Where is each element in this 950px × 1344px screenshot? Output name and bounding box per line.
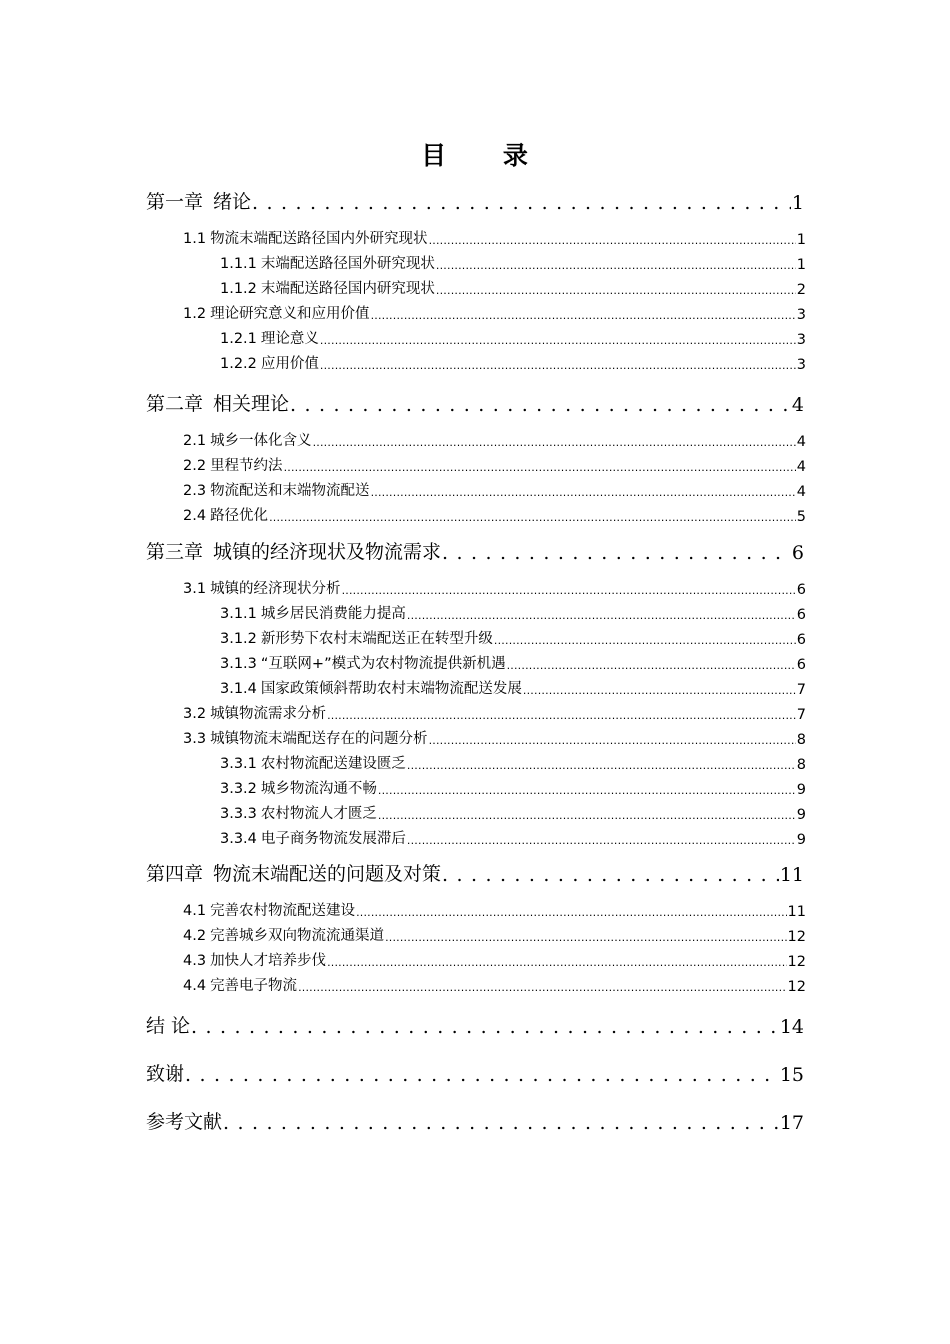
- toc-entry-label: [220, 277, 435, 298]
- toc-entry-text: 绪论: [213, 191, 252, 213]
- toc-chapter-entry[interactable]: [146, 1060, 804, 1086]
- toc-page-number: 6: [796, 657, 806, 673]
- toc-entry-number: 1.2: [183, 306, 207, 322]
- dot-leader: [407, 832, 796, 848]
- dot-leader: [385, 929, 786, 945]
- dot-leader: [327, 707, 796, 723]
- toc-page-number: 11: [787, 904, 806, 920]
- toc-entry-label: [146, 859, 441, 886]
- toc-entry-label: [146, 1059, 184, 1086]
- toc-section-entry[interactable]: [183, 480, 806, 500]
- toc-section-entry[interactable]: [220, 253, 806, 273]
- toc-chapter-entry[interactable]: [146, 860, 804, 886]
- dot-leader: [407, 607, 796, 623]
- toc-entry-text: 末端配送路径国内研究现状: [260, 281, 435, 297]
- toc-entry-text: 结 论: [146, 1015, 191, 1037]
- toc-section-entry[interactable]: [220, 753, 806, 773]
- toc-page-number: 6: [796, 582, 806, 598]
- toc-chapter-entry[interactable]: [146, 188, 804, 214]
- toc-page-number: 3: [796, 357, 806, 373]
- toc-page-number: 11: [779, 864, 804, 886]
- toc-page-number: 8: [796, 757, 806, 773]
- toc-entry-text: 理论意义: [260, 331, 319, 347]
- toc-entry-number: 3.3.1: [220, 756, 257, 772]
- toc-page-number: 7: [796, 707, 806, 723]
- dot-leader: [290, 394, 791, 416]
- toc-entry-text: 新形势下农村末端配送正在转型升级: [260, 631, 493, 647]
- toc-entry-text: 理论研究意义和应用价值: [210, 306, 370, 322]
- toc-entry-text: 完善城乡双向物流流通渠道: [210, 928, 385, 944]
- toc-entry-label: [220, 777, 377, 798]
- toc-section-entry[interactable]: [183, 925, 806, 945]
- toc-entry-label: [220, 652, 506, 673]
- toc-entry-number: 2.4: [183, 508, 207, 524]
- toc-entry-text: 城乡一体化含义: [210, 433, 312, 449]
- toc-entry-label: [146, 1011, 190, 1038]
- toc-entry-label: [146, 389, 289, 416]
- toc-entry-label: [220, 252, 435, 273]
- dot-leader: [356, 904, 786, 920]
- toc-entry-text: 完善农村物流配送建设: [210, 903, 356, 919]
- toc-entry-text: 加快人才培养步伐: [210, 953, 327, 969]
- toc-page-number: 8: [796, 732, 806, 748]
- toc-entry-text: 致谢: [146, 1063, 185, 1085]
- toc-entry-number: 3.3.3: [220, 806, 257, 822]
- toc-page-number: 15: [779, 1064, 804, 1086]
- toc-entry-number: 3.3.4: [220, 831, 257, 847]
- dot-leader: [378, 782, 796, 798]
- toc-entry-label: [220, 827, 406, 848]
- toc-title: 目 录: [421, 141, 529, 170]
- toc-entry-number: 第四章: [146, 863, 204, 885]
- toc-entry-text: 物流配送和末端物流配送: [210, 483, 370, 499]
- dot-leader: [442, 864, 779, 886]
- dot-leader: [284, 459, 796, 475]
- toc-page-number: 4: [796, 434, 806, 450]
- toc-entry-label: [220, 602, 406, 623]
- dot-leader: [407, 757, 796, 773]
- toc-page-number: 6: [796, 607, 806, 623]
- toc-entry-number: 2.1: [183, 433, 207, 449]
- toc-entry-number: 3.1.3: [220, 656, 257, 672]
- toc-section-entry[interactable]: [220, 828, 806, 848]
- toc-section-entry[interactable]: [220, 278, 806, 298]
- toc-entry-text: 城镇的经济现状及物流需求: [213, 541, 442, 563]
- toc-entry-number: 2.3: [183, 483, 207, 499]
- toc-page-number: 2: [796, 282, 806, 298]
- toc-section-entry[interactable]: [220, 353, 806, 373]
- toc-entry-text: 参考文献: [146, 1111, 223, 1133]
- toc-section-entry[interactable]: [183, 950, 806, 970]
- toc-entry-number: 3.3: [183, 731, 207, 747]
- toc-entry-label: [183, 454, 283, 475]
- toc-page-number: 1: [791, 192, 804, 214]
- toc-entry-text: 电子商务物流发展滞后: [260, 831, 406, 847]
- toc-entry-text: 相关理论: [213, 393, 290, 415]
- toc-page-number: 1: [796, 257, 806, 273]
- toc-chapter-entry[interactable]: [146, 1108, 804, 1134]
- dot-leader: [436, 257, 796, 273]
- toc-entry-label: [183, 974, 297, 995]
- toc-entry-label: [183, 949, 326, 970]
- toc-entry-label: [183, 302, 370, 323]
- dot-leader: [429, 232, 796, 248]
- toc-entry-number: 2.2: [183, 458, 207, 474]
- toc-entry-text: 完善电子物流: [210, 978, 298, 994]
- toc-page-number: 12: [787, 954, 806, 970]
- toc-page-number: 14: [779, 1016, 804, 1038]
- toc-page-number: 3: [796, 307, 806, 323]
- toc-page-number: 6: [791, 542, 804, 564]
- toc-section-entry[interactable]: [183, 228, 806, 248]
- toc-section-entry[interactable]: [183, 430, 806, 450]
- toc-section-entry[interactable]: [183, 578, 806, 598]
- dot-leader: [269, 509, 796, 525]
- toc-page-number: 4: [796, 459, 806, 475]
- toc-entry-label: [183, 924, 384, 945]
- toc-page-number: 5: [796, 509, 806, 525]
- toc-entry-label: [183, 577, 341, 598]
- toc-entry-label: [220, 677, 522, 698]
- toc-section-entry[interactable]: [220, 628, 806, 648]
- toc-entry-number: 1.1: [183, 231, 207, 247]
- toc-entry-number: 3.1.4: [220, 681, 257, 697]
- toc-entry-label: [183, 899, 355, 920]
- toc-entry-text: 物流末端配送路径国内外研究现状: [210, 231, 428, 247]
- dot-leader: [327, 954, 786, 970]
- toc-section-entry[interactable]: [183, 975, 806, 995]
- toc-entry-text: 里程节约法: [210, 458, 283, 474]
- toc-section-entry[interactable]: [220, 603, 806, 623]
- toc-page-number: 9: [796, 782, 806, 798]
- toc-entry-number: 1.1.1: [220, 256, 257, 272]
- dot-leader: [191, 1016, 779, 1038]
- toc-section-entry[interactable]: [183, 728, 806, 748]
- toc-entry-label: [183, 227, 428, 248]
- toc-entry-label: [220, 327, 319, 348]
- toc-page-number: 3: [796, 332, 806, 348]
- toc-entry-number: 1.2.2: [220, 356, 257, 372]
- toc-chapter-entry[interactable]: [146, 538, 804, 564]
- toc-chapter-entry[interactable]: [146, 1012, 804, 1038]
- dot-leader: [185, 1064, 779, 1086]
- toc-page-number: 9: [796, 832, 806, 848]
- toc-page-number: 7: [796, 682, 806, 698]
- toc-entry-label: [220, 627, 493, 648]
- dot-leader: [320, 332, 796, 348]
- toc-entry-label: [146, 537, 441, 564]
- toc-section-entry[interactable]: [220, 678, 806, 698]
- toc-entry-number: 1.2.1: [220, 331, 257, 347]
- toc-section-entry[interactable]: [183, 703, 806, 723]
- dot-leader: [342, 582, 796, 598]
- toc-entry-label: [183, 479, 370, 500]
- dot-leader: [371, 307, 796, 323]
- toc-entry-text: 城乡物流沟通不畅: [260, 781, 377, 797]
- dot-leader: [507, 657, 796, 673]
- toc-entry-label: [220, 752, 406, 773]
- toc-entry-label: [183, 429, 312, 450]
- dot-leader: [436, 282, 796, 298]
- toc-section-entry[interactable]: [183, 505, 806, 525]
- toc-entry-text: “互联网+”模式为农村物流提供新机遇: [260, 656, 506, 672]
- toc-section-entry[interactable]: [220, 653, 806, 673]
- toc-page-number: 17: [779, 1112, 804, 1134]
- toc-entry-text: 城镇物流需求分析: [210, 706, 327, 722]
- dot-leader: [320, 357, 796, 373]
- dot-leader: [313, 434, 796, 450]
- toc-entry-text: 农村物流人才匮乏: [260, 806, 377, 822]
- toc-entry-number: 3.1: [183, 581, 207, 597]
- toc-section-entry[interactable]: [183, 303, 806, 323]
- toc-entry-text: 路径优化: [210, 508, 269, 524]
- toc-page-number: 12: [787, 979, 806, 995]
- dot-leader: [371, 484, 796, 500]
- toc-entry-number: 第三章: [146, 541, 204, 563]
- toc-entry-number: 3.2: [183, 706, 207, 722]
- toc-entry-label: [183, 702, 326, 723]
- dot-leader: [378, 807, 796, 823]
- toc-entry-label: [183, 727, 428, 748]
- toc-section-entry[interactable]: [220, 328, 806, 348]
- toc-entry-number: 4.2: [183, 928, 207, 944]
- toc-section-entry[interactable]: [183, 900, 806, 920]
- toc-entry-label: [146, 1107, 222, 1134]
- dot-leader: [223, 1112, 779, 1134]
- toc-page-number: 4: [796, 484, 806, 500]
- dot-leader: [252, 192, 791, 214]
- toc-entry-text: 城镇的经济现状分析: [210, 581, 341, 597]
- toc-section-entry[interactable]: [220, 778, 806, 798]
- toc-entry-text: 国家政策倾斜帮助农村末端物流配送发展: [260, 681, 522, 697]
- toc-entry-text: 末端配送路径国外研究现状: [260, 256, 435, 272]
- dot-leader: [298, 979, 786, 995]
- toc-section-entry[interactable]: [220, 803, 806, 823]
- toc-entry-text: 城乡居民消费能力提高: [260, 606, 406, 622]
- toc-entry-text: 城镇物流末端配送存在的问题分析: [210, 731, 428, 747]
- toc-entry-text: 农村物流配送建设匮乏: [260, 756, 406, 772]
- toc-page-number: 12: [787, 929, 806, 945]
- toc-entry-label: [146, 187, 251, 214]
- toc-entry-text: 物流末端配送的问题及对策: [213, 863, 442, 885]
- toc-entry-number: 3.1.2: [220, 631, 257, 647]
- toc-page-number: 6: [796, 632, 806, 648]
- dot-leader: [442, 542, 791, 564]
- toc-entry-number: 4.4: [183, 978, 207, 994]
- toc-section-entry[interactable]: [183, 455, 806, 475]
- toc-entry-text: 应用价值: [260, 356, 319, 372]
- toc-entry-number: 1.1.2: [220, 281, 257, 297]
- toc-entry-number: 第二章: [146, 393, 204, 415]
- dot-leader: [523, 682, 796, 698]
- toc-entry-number: 4.1: [183, 903, 207, 919]
- toc-entry-number: 第一章: [146, 191, 204, 213]
- toc-entry-number: 3.3.2: [220, 781, 257, 797]
- toc-entry-label: [220, 352, 319, 373]
- toc-entry-number: 4.3: [183, 953, 207, 969]
- toc-page-number: 1: [796, 232, 806, 248]
- toc-page-number: 9: [796, 807, 806, 823]
- toc-entry-label: [183, 504, 268, 525]
- toc-chapter-entry[interactable]: [146, 390, 804, 416]
- dot-leader: [494, 632, 796, 648]
- toc-entry-number: 3.1.1: [220, 606, 257, 622]
- dot-leader: [429, 732, 796, 748]
- toc-entry-label: [220, 802, 377, 823]
- toc-page-number: 4: [791, 394, 804, 416]
